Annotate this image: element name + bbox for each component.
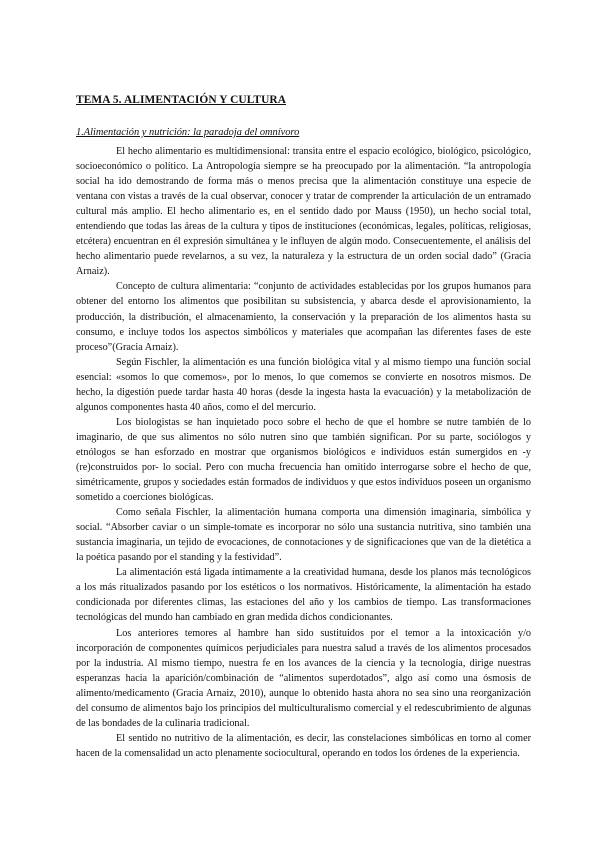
- paragraph: La alimentación está ligada íntimamente a la creatividad humana, desde los planos más tecnológicos a los más ritualizados pasando por los estéticos o los normativos. Históricamente, la alimentación ha estado condicionada por diferentes climas, las estaciones del año y los cambios de tiempo. Las transformaciones tecnológicas del mundo han cambiado en gran medida dichos condicionantes.: [76, 567, 531, 624]
- paragraph: Como señala Fischler, la alimentación humana comporta una dimensión imaginaria, simbólica y social. “Absorber caviar o un simple-tomate es incorporar no sólo una sustancia nutritiva, sino también una sustancia imaginaria, un tejido de evocaciones, de connotaciones y de significaciones que van de la dietética a la poética pasando por el standing y la festividad”.: [76, 507, 531, 564]
- paragraph: Según Fischler, la alimentación es una función biológica vital y al mismo tiempo una función social esencial: «somos lo que comemos», por lo menos, lo que comemos se convierte en nosotros mismos. De hecho, la digestión puede tardar hasta 40 horas (desde la ingesta hasta la evacuación) y la metabolización de algunos componentes hasta 40 años, como el del mercurio.: [76, 356, 531, 413]
- document-title: TEMA 5. ALIMENTACIÓN Y CULTURA: [76, 94, 287, 106]
- paragraph: Los biologistas se han inquietado poco sobre el hecho de que el hombre se nutre también de lo imaginario, de que sus alimentos no sólo nutren sino que también significan. Por su parte, sociólogos y etnólogos se han esforzado en mostrar que organismos biológicos e individuos están sumergidos en -y (re)construidos por- lo social. Pero con mucha frecuencia han omitido interrogarse sobre el hecho de que, simétricamente, grupos y sociedades están formados de individuos y que estos individuos poseen un organismo sometido a coerciones biológicas.: [76, 416, 531, 504]
- paragraph: El hecho alimentario es multidimensional: transita entre el espacio ecológico, biológico, psicológico, socioeconómico o político. La Antropología siempre se ha preocupado por la alimentación. “la antropología social ha ido demostrando de forma más o menos precisa que la alimentación constituye una especie de ventana con vistas a través de la cual observar, conocer y tratar de comprender la articulación de un entramado cultural más amplio. El hecho alimentario es, en el sentido dado por Mauss (1950), un hecho social total, entendiendo que todas las áreas de la cultura y tipos de instituciones (económicas, legales, políticas, religiosas, etcétera) encuentran en él expresión simultánea y le influyen de algún modo. Consecuentemente, el análisis del hecho alimentario puede revelarnos, a su vez, la naturaleza y la estructura de un orden social dado” (Gracia Arnaiz).: [76, 146, 531, 278]
- paragraph: El sentido no nutritivo de la alimentación, es decir, las constelaciones simbólicas en torno al comer hacen de la comensalidad un acto plenamente sociocultural, operando en todos los órdenes de la experiencia.: [76, 732, 531, 759]
- section-heading: 1.Alimentación y nutrición: la paradoja del omnívoro: [76, 127, 300, 138]
- document-body: [76, 144, 531, 761]
- paragraph: Los anteriores temores al hambre han sido sustituidos por el temor a la intoxicación y/o incorporación de componentes químicos perjudiciales para nuestra salud a través de los alimentos procesados por la industria. Al mismo tiempo, nuestra fe en los avances de la ciencia y la tecnología, dirige nuestras esperanzas hacia la aparición/combinación de “alimentos superdotados”, algo así como una ósmosis de alimento/medicamento (Gracia Arnaiz, 2010), aunque lo obtenido hasta ahora no sea sino una reorganización del consumo de alimentos bajo los principios del multiculturalismo comercial y el redescubrimiento de algunas de las bondades de la culinaria tradicional.: [76, 627, 531, 729]
- paragraph: Concepto de cultura alimentaria: “conjunto de actividades establecidas por los grupos humanos para obtener del entorno los alimentos que posibilitan su subsistencia, y abarca desde el aprovisionamiento, la producción, la distribución, el almacenamiento, la conservación y la preparación de los alimentos hasta su consumo, e incluye todos los aspectos simbólicos y materiales que acompañan las diferentes fases de este proceso”(Gracia Arnaiz).: [76, 281, 531, 353]
